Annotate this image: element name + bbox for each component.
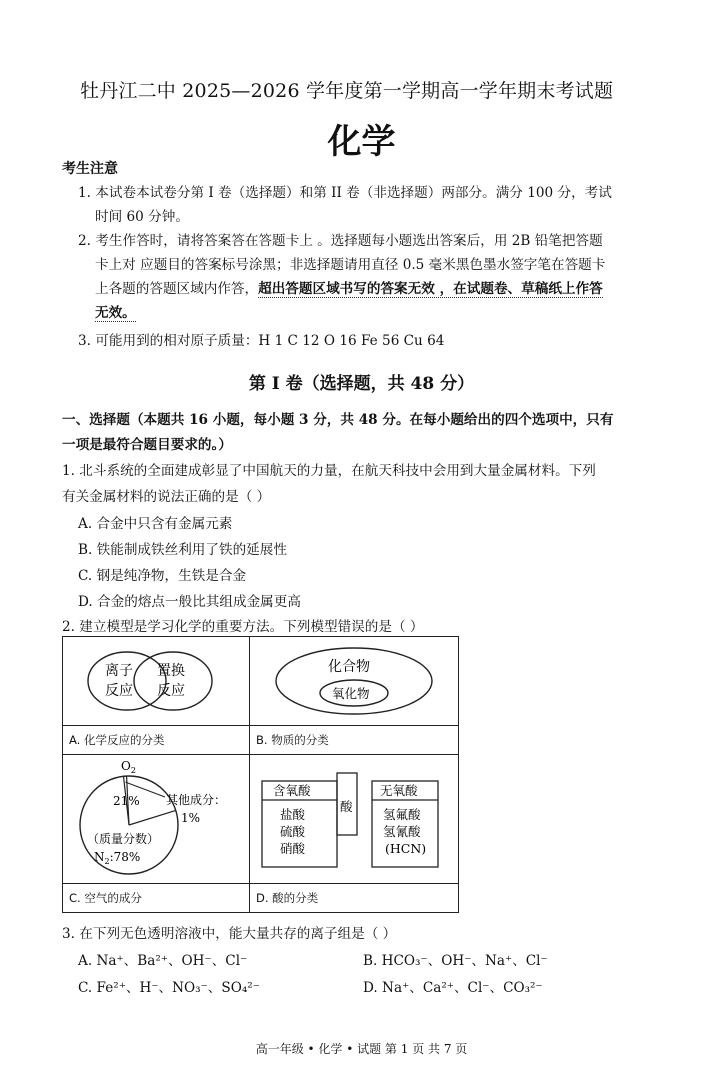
q2-b-caption: B. 物质的分类 bbox=[256, 733, 329, 747]
oxyacid-title: 含氧酸 bbox=[273, 783, 311, 798]
acid-classification-diagram bbox=[250, 755, 458, 879]
q2-a-caption-cell bbox=[63, 726, 250, 755]
q3-option-a: A. Na⁺、Ba²⁺、OH⁻、Cl⁻ bbox=[78, 953, 248, 969]
q1-option-b: B. 铁能制成铁丝利用了铁的延展性 bbox=[78, 542, 287, 558]
exam-title: 牡丹江二中 2025—2026 学年度第一学期高一学年期末考试题 bbox=[80, 80, 614, 102]
section-title: 第 I 卷（选择题，共 48 分） bbox=[248, 374, 475, 394]
notice-2-line3-a: 上各题的答题区域内作答， bbox=[95, 281, 259, 297]
page-footer: 高一年级 • 化学 • 试题 第 1 页 共 7 页 bbox=[255, 1042, 468, 1056]
non-oxyacid-item-1: 氢氟酸 bbox=[383, 807, 421, 822]
q2-stem: 2. 建立模型是学习化学的重要方法。下列模型错误的是（ ） bbox=[62, 619, 424, 635]
subject-title: 化学 bbox=[327, 122, 396, 162]
venn-diagram bbox=[63, 637, 249, 721]
q2-b-figure bbox=[250, 637, 459, 726]
acid-label: 酸 bbox=[340, 799, 353, 814]
non-oxyacid-item-3: (HCN) bbox=[385, 841, 427, 856]
pie-slice-boundary-2 bbox=[129, 810, 176, 825]
notice-2-line3-b: 超出答题区域书写的答案无效 ，在试题卷、草稿纸上作答 bbox=[258, 281, 603, 297]
q2-c-caption-cell bbox=[63, 884, 250, 913]
notice-2-line1: 2. 考生作答时，请将答案答在答题卡上 。选择题每小题选出答案后，用 2B 铅笔把答题 bbox=[78, 233, 603, 249]
q3-option-c: C. Fe²⁺、H⁻、NO₃⁻、SO₄²⁻ bbox=[78, 980, 260, 996]
notice-2-line3 bbox=[95, 277, 603, 297]
nested-ellipse-diagram bbox=[250, 637, 458, 721]
q1-stem-line1: 1. 北斗系统的全面建成彰显了中国航天的力量，在航天科技中会用到大量金属材料。下列 bbox=[62, 463, 596, 479]
q2-d-caption: D. 酸的分类 bbox=[256, 891, 319, 905]
q1-option-c: C. 钢是纯净物，生铁是合金 bbox=[78, 568, 247, 584]
mass-fraction-label: （质量分数） bbox=[87, 832, 160, 846]
oxyacid-item-1: 盐酸 bbox=[280, 807, 306, 822]
venn-right-line2: 反应 bbox=[157, 683, 185, 699]
q3-option-b: B. HCO₃⁻、OH⁻、Na⁺、Cl⁻ bbox=[363, 953, 548, 969]
notice-3: 3. 可能用到的相对原子质量：H 1 C 12 O 16 Fe 56 Cu 64 bbox=[78, 333, 445, 349]
notice-2-line4: 无效。 bbox=[95, 305, 136, 321]
o2-label: $O_2$ bbox=[121, 759, 136, 775]
q3-option-d: D. Na⁺、Ca²⁺、Cl⁻、CO₃²⁻ bbox=[363, 980, 543, 996]
o2-percent: 21% bbox=[113, 794, 140, 808]
other-percent: 1% bbox=[181, 811, 201, 825]
q2-a-caption: A. 化学反应的分类 bbox=[69, 733, 165, 747]
q1-option-d: D. 合金的熔点一般比其组成金属更高 bbox=[78, 594, 301, 610]
oxyacid-item-3: 硝酸 bbox=[280, 841, 306, 856]
q2-c-figure bbox=[63, 755, 250, 884]
q2-a-figure bbox=[63, 637, 250, 726]
q2-d-caption-cell bbox=[250, 884, 459, 913]
q2-d-figure bbox=[250, 755, 459, 884]
notice-heading: 考生注意 bbox=[62, 161, 118, 177]
q3-stem: 3. 在下列无色透明溶液中，能大量共存的离子组是（ ） bbox=[62, 926, 397, 942]
notice-2-line2: 卡上对 应题目的答案标号涂黑；非选择题请用直径 0.5 毫米黑色墨水签字笔在答题卡 bbox=[95, 257, 606, 273]
q1-option-a: A. 合金中只含有金属元素 bbox=[78, 516, 233, 532]
other-label: 其他成分： bbox=[166, 793, 227, 807]
air-pie-chart bbox=[63, 755, 249, 879]
inner-label: 氧化物 bbox=[332, 686, 370, 701]
n2-label: $N_2:78\%$ bbox=[94, 850, 141, 866]
venn-right-line1: 置换 bbox=[157, 663, 185, 679]
q2-model-grid bbox=[62, 636, 459, 913]
venn-left-line1: 离子 bbox=[105, 663, 133, 679]
venn-left-line2: 反应 bbox=[105, 683, 133, 699]
notice-1-line1: 1. 本试卷本试卷分第 I 卷（选择题）和第 II 卷（非选择题）两部分。满分 100 分，考试 bbox=[78, 185, 612, 201]
non-oxyacid-title: 无氧酸 bbox=[380, 783, 418, 798]
oxyacid-item-2: 硫酸 bbox=[280, 824, 306, 839]
section-instructions-2: 一项是最符合题目要求的。） bbox=[62, 437, 232, 453]
q1-stem-line2: 有关金属材料的说法正确的是（ ） bbox=[62, 489, 271, 505]
q2-c-caption: C. 空气的成分 bbox=[69, 891, 142, 905]
section-instructions-1: 一、选择题（本题共 16 小题，每小题 3 分，共 48 分。在每小题给出的四个选项中，只有 bbox=[62, 412, 614, 428]
non-oxyacid-item-2: 氢氰酸 bbox=[383, 824, 421, 839]
outer-label: 化合物 bbox=[328, 659, 370, 675]
notice-1-line2: 时间 60 分钟。 bbox=[95, 209, 189, 225]
q2-b-caption-cell bbox=[250, 726, 459, 755]
